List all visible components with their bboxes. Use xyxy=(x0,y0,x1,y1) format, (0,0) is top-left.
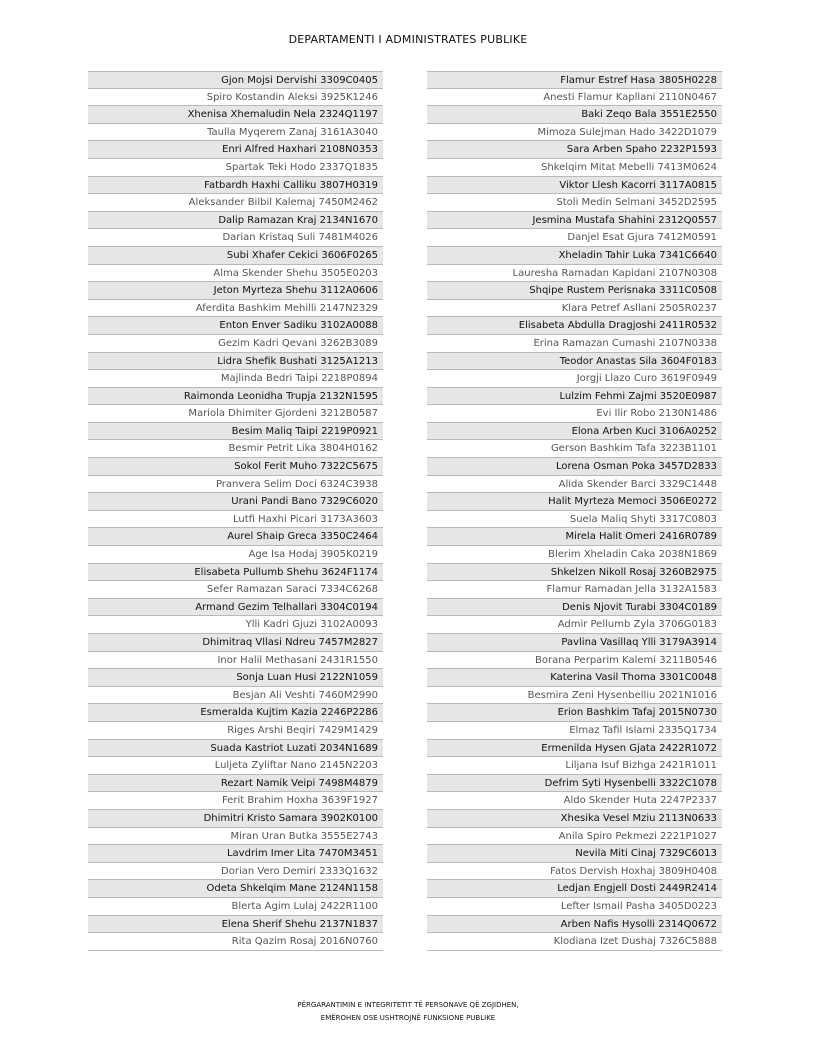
list-item: Sefer Ramazan Saraci 7334C6268 xyxy=(88,581,383,599)
list-item: Danjel Esat Gjura 7412M0591 xyxy=(427,229,722,247)
list-item: Lefter Ismail Pasha 3405D0223 xyxy=(427,898,722,916)
list-item: Enton Enver Sadiku 3102A0088 xyxy=(88,317,383,335)
list-item: Ledjan Engjell Dosti 2449R2414 xyxy=(427,880,722,898)
list-item: Jesmina Mustafa Shahini 2312Q0557 xyxy=(427,212,722,230)
list-item: Lulzim Fehmi Zajmi 3520E0987 xyxy=(427,388,722,406)
list-item: Klara Petref Asllani 2505R0237 xyxy=(427,300,722,318)
list-item: Anila Spiro Pekmezi 2221P1027 xyxy=(427,828,722,846)
list-item: Dhimitri Kristo Samara 3902K0100 xyxy=(88,810,383,828)
list-item: Shkelqim Mitat Mebelli 7413M0624 xyxy=(427,159,722,177)
list-item: Sara Arben Spaho 2232P1593 xyxy=(427,141,722,159)
footer-line-2: EMËROHEN OSE USHTROJNË FUNKSIONE PUBLIKE xyxy=(320,1014,496,1022)
list-item: Shkelzen Nikoll Rosaj 3260B2975 xyxy=(427,564,722,582)
list-item: Ferit Brahim Hoxha 3639F1927 xyxy=(88,792,383,810)
list-item: Katerina Vasil Thoma 3301C0048 xyxy=(427,669,722,687)
list-item: Sonja Luan Husi 2122N1059 xyxy=(88,669,383,687)
list-item: Baki Zeqo Bala 3551E2550 xyxy=(427,106,722,124)
list-item: Lorena Osman Poka 3457D2833 xyxy=(427,458,722,476)
list-item: Fatbardh Haxhi Calliku 3807H0319 xyxy=(88,177,383,195)
list-item: Riges Arshi Beqiri 7429M1429 xyxy=(88,722,383,740)
page-footer xyxy=(0,999,816,1025)
list-item: Rezart Namik Veipi 7498M4879 xyxy=(88,775,383,793)
list-item: Lidra Shefik Bushati 3125A1213 xyxy=(88,353,383,371)
list-item: Defrim Syti Hysenbelli 3322C1078 xyxy=(427,775,722,793)
list-item: Stoli Medin Selmani 3452D2595 xyxy=(427,194,722,212)
list-item: Elisabeta Pullumb Shehu 3624F1174 xyxy=(88,564,383,582)
list-item: Dorian Vero Demiri 2333Q1632 xyxy=(88,863,383,881)
list-item: Ermenilda Hysen Gjata 2422R1072 xyxy=(427,740,722,758)
page-title: DEPARTAMENTI I ADMINISTRATES PUBLIKE xyxy=(288,33,528,46)
list-item: Mirela Halit Omeri 2416R0789 xyxy=(427,528,722,546)
list-item: Aferdita Bashkim Mehilli 2147N2329 xyxy=(88,300,383,318)
list-item: Xheladin Tahir Luka 7341C6640 xyxy=(427,247,722,265)
list-item: Subi Xhafer Cekici 3606F0265 xyxy=(88,247,383,265)
list-item: Gerson Bashkim Tafa 3223B1101 xyxy=(427,440,722,458)
list-item: Flamur Estref Hasa 3805H0228 xyxy=(427,71,722,89)
list-item: Blerta Agim Lulaj 2422R1100 xyxy=(88,898,383,916)
list-item: Evi Ilir Robo 2130N1486 xyxy=(427,405,722,423)
list-item: Raimonda Leonidha Trupja 2132N1595 xyxy=(88,388,383,406)
list-item: Blerim Xheladin Caka 2038N1869 xyxy=(427,546,722,564)
list-item: Inor Halil Methasani 2431R1550 xyxy=(88,652,383,670)
list-item: Elmaz Tafil Islami 2335Q1734 xyxy=(427,722,722,740)
list-item: Jeton Myrteza Shehu 3112A0606 xyxy=(88,282,383,300)
list-item: Xhesika Vesel Mziu 2113N0633 xyxy=(427,810,722,828)
list-item: Urani Pandi Bano 7329C6020 xyxy=(88,493,383,511)
list-item: Elena Sherif Shehu 2137N1837 xyxy=(88,916,383,934)
list-item: Majlinda Bedri Taipi 2218P0894 xyxy=(88,370,383,388)
list-item: Besmira Zeni Hysenbelliu 2021N1016 xyxy=(427,687,722,705)
list-item: Lavdrim Imer Lita 7470M3451 xyxy=(88,845,383,863)
list-item: Ylli Kadri Gjuzi 3102A0093 xyxy=(88,616,383,634)
list-item: Elisabeta Abdulla Dragjoshi 2411R0532 xyxy=(427,317,722,335)
list-item: Rita Qazim Rosaj 2016N0760 xyxy=(88,933,383,951)
footer-line-1: PËRGARANTIMIN E INTEGRITETIT TË PERSONAVE QË ZGJIDHEN, xyxy=(297,1001,519,1009)
list-item: Miran Uran Butka 3555E2743 xyxy=(88,828,383,846)
list-item: Aldo Skender Huta 2247P2337 xyxy=(427,792,722,810)
list-item: Denis Njovit Turabi 3304C0189 xyxy=(427,599,722,617)
list-item: Pranvera Selim Doci 6324C3938 xyxy=(88,476,383,494)
list-item: Age Isa Hodaj 3905K0219 xyxy=(88,546,383,564)
list-item: Odeta Shkelqim Mane 2124N1158 xyxy=(88,880,383,898)
list-item: Besmir Petrit Lika 3804H0162 xyxy=(88,440,383,458)
list-item: Arben Nafis Hysolli 2314Q0672 xyxy=(427,916,722,934)
list-item: Aleksander Bilbil Kalemaj 7450M2462 xyxy=(88,194,383,212)
list-item: Flamur Ramadan Jella 3132A1583 xyxy=(427,581,722,599)
list-item: Enri Alfred Haxhari 2108N0353 xyxy=(88,141,383,159)
list-item: Lauresha Ramadan Kapidani 2107N0308 xyxy=(427,265,722,283)
list-item: Anesti Flamur Kapllani 2110N0467 xyxy=(427,89,722,107)
list-item: Mimoza Sulejman Hado 3422D1079 xyxy=(427,124,722,142)
list-item: Luljeta Zyliftar Nano 2145N2203 xyxy=(88,757,383,775)
list-item: Dhimitraq Vllasi Ndreu 7457M2827 xyxy=(88,634,383,652)
list-item: Suela Maliq Shyti 3317C0803 xyxy=(427,511,722,529)
list-item: Xhenisa Xhemaludin Nela 2324Q1197 xyxy=(88,106,383,124)
list-item: Klodiana Izet Dushaj 7326C5888 xyxy=(427,933,722,951)
list-item: Aurel Shaip Greca 3350C2464 xyxy=(88,528,383,546)
list-item: Liljana Isuf Bizhga 2421R1011 xyxy=(427,757,722,775)
list-item: Darian Kristaq Suli 7481M4026 xyxy=(88,229,383,247)
list-item: Erina Ramazan Cumashi 2107N0338 xyxy=(427,335,722,353)
list-item: Spiro Kostandin Aleksi 3925K1246 xyxy=(88,89,383,107)
list-item: Borana Perparim Kalemi 3211B0546 xyxy=(427,652,722,670)
list-item: Esmeralda Kujtim Kazia 2246P2286 xyxy=(88,704,383,722)
list-item: Gjon Mojsi Dervishi 3309C0405 xyxy=(88,71,383,89)
list-item: Teodor Anastas Sila 3604F0183 xyxy=(427,353,722,371)
list-item: Elona Arben Kuci 3106A0252 xyxy=(427,423,722,441)
list-item: Alma Skender Shehu 3505E0203 xyxy=(88,265,383,283)
list-item: Armand Gezim Telhallari 3304C0194 xyxy=(88,599,383,617)
list-item: Fatos Dervish Hoxhaj 3809H0408 xyxy=(427,863,722,881)
list-item: Lutfi Haxhi Picari 3173A3603 xyxy=(88,511,383,529)
list-item: Shqipe Rustem Perisnaka 3311C0508 xyxy=(427,282,722,300)
list-item: Besjan Ali Veshti 7460M2990 xyxy=(88,687,383,705)
list-item: Jorgji Llazo Curo 3619F0949 xyxy=(427,370,722,388)
list-item: Viktor Llesh Kacorri 3117A0815 xyxy=(427,177,722,195)
list-item: Nevila Miti Cinaj 7329C6013 xyxy=(427,845,722,863)
list-item: Halit Myrteza Memoci 3506E0272 xyxy=(427,493,722,511)
list-item: Taulla Myqerem Zanaj 3161A3040 xyxy=(88,124,383,142)
list-item: Suada Kastriot Luzati 2034N1689 xyxy=(88,740,383,758)
list-item: Gezim Kadri Qevani 3262B3089 xyxy=(88,335,383,353)
list-item: Sokol Ferit Muho 7322C5675 xyxy=(88,458,383,476)
list-item: Admir Pellumb Zyla 3706G0183 xyxy=(427,616,722,634)
list-item: Pavlina Vasillaq Ylli 3179A3914 xyxy=(427,634,722,652)
left-name-list xyxy=(88,71,383,951)
list-item: Alida Skender Barci 3329C1448 xyxy=(427,476,722,494)
right-name-list xyxy=(427,71,722,951)
list-item: Mariola Dhimiter Gjordeni 3212B0587 xyxy=(88,405,383,423)
list-item: Besim Maliq Taipi 2219P0921 xyxy=(88,423,383,441)
list-item: Spartak Teki Hodo 2337Q1835 xyxy=(88,159,383,177)
list-item: Dalip Ramazan Kraj 2134N1670 xyxy=(88,212,383,230)
list-item: Erion Bashkim Tafaj 2015N0730 xyxy=(427,704,722,722)
